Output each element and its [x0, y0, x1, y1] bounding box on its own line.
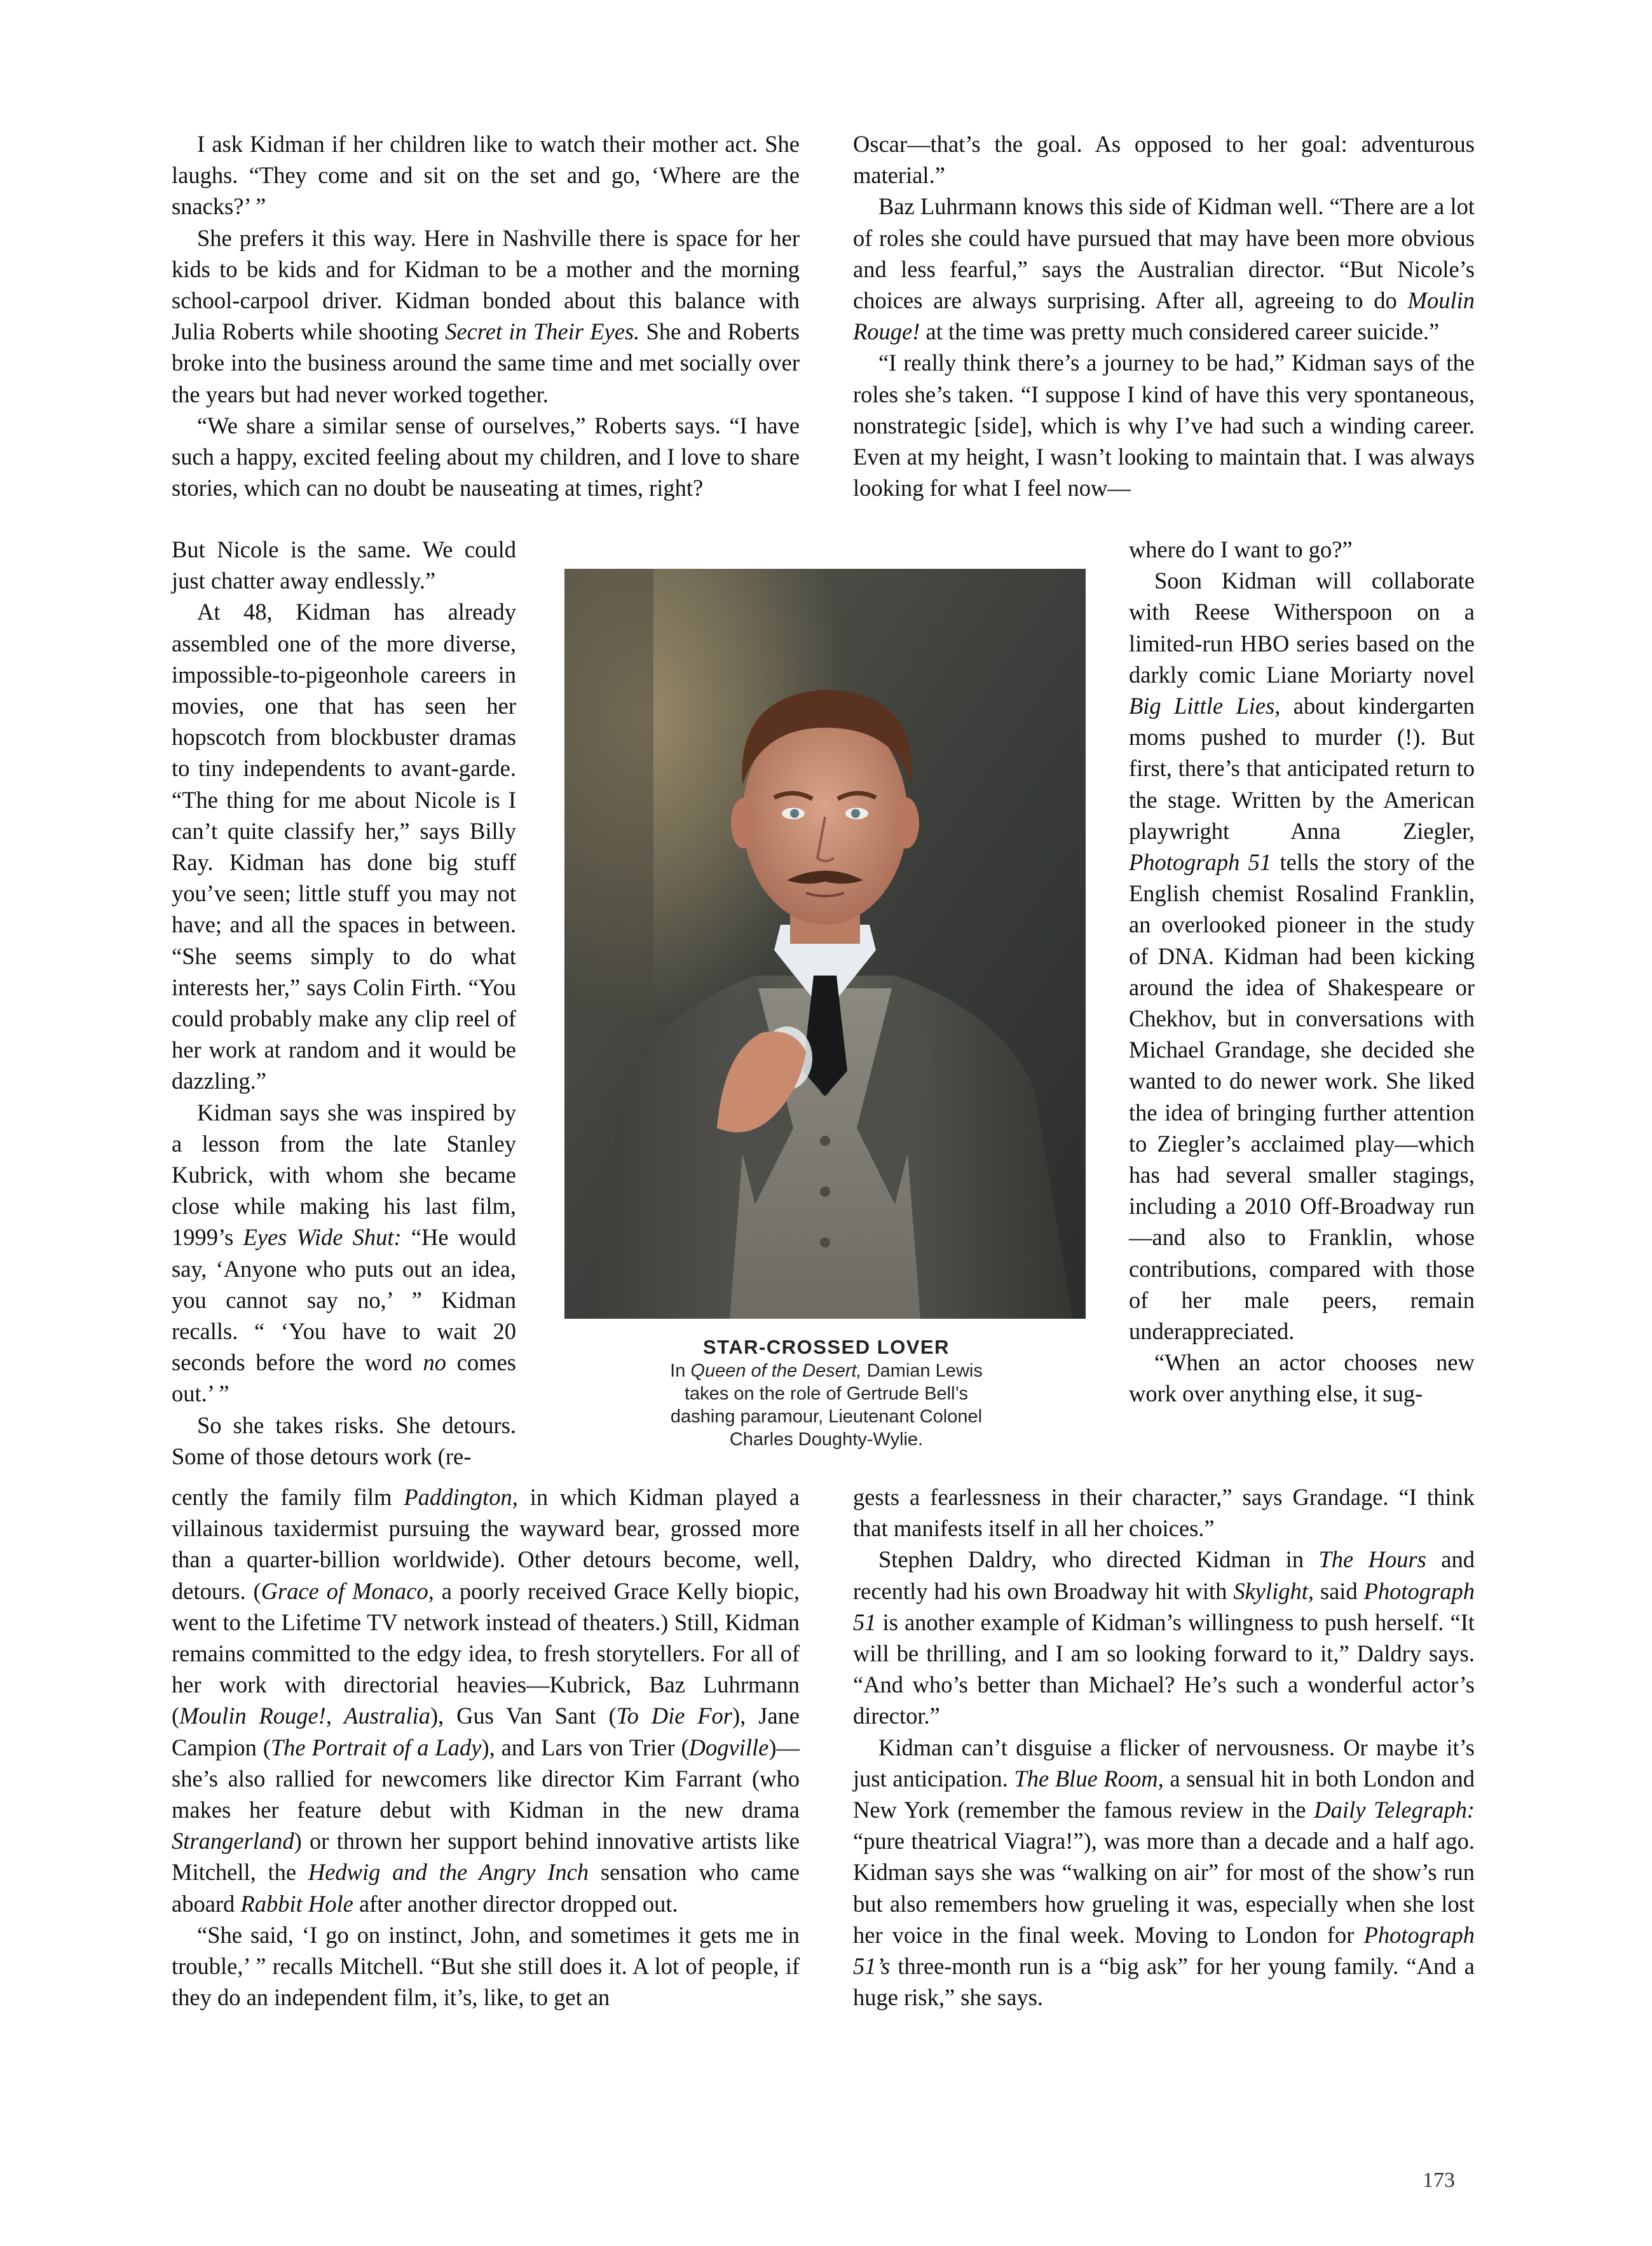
- italic-title: To Die For: [616, 1703, 733, 1729]
- italic-title: The Blue Room,: [1014, 1765, 1164, 1792]
- italic-title: The Portrait of a Lady: [270, 1734, 482, 1760]
- article-paragraph: [172, 1481, 800, 1919]
- text-run: is another example of Kidman’s willingness to push herself. “It will be thrilling, and I am so looking forward to it,” Daldry says. “And who’s better than Michael? He’s such a wonderful actor’s director.”: [853, 1609, 1475, 1729]
- article-paragraph: [172, 410, 800, 504]
- text-run: about kindergarten moms pushed to murder (!). But first, there’s that anticipated return to the stage. Written by the American playwright Anna Ziegler,: [1129, 693, 1475, 844]
- italic-title: The Hours: [1318, 1546, 1426, 1573]
- article-paragraph: [1129, 1347, 1475, 1409]
- text-run: Baz Luhrmann knows this side of Kidman well. “There are a lot of roles she could have pursued that may have been more obvious and less fearful,” says the Australian director. “But Nicole’s choices are always surprising. After all, agreeing to do: [853, 193, 1475, 314]
- text-run: sensation who came aboard: [172, 1859, 800, 1917]
- text-run: At 48, Kidman has already assembled one of the more diverse, impossible-to-pigeonhole careers in movies, one that has seen her hopscotch from blockbuster dramas to tiny independents to avant-garde. “The thing for me about Nicole is I can’t quite classify her,” says Billy Ray. Kidman has done big stuff you’ve seen; little stuff you may not have; and all the spaces in between. “She seems simply to do what interests her,” says Colin Firth. “You could probably make any clip reel of her work at random and it would be dazzling.”: [172, 599, 516, 1094]
- article-paragraph: [1129, 565, 1475, 1347]
- italic-title: Photograph 51: [853, 1577, 1475, 1635]
- caption-line-1-prefix: In: [670, 1361, 691, 1381]
- italic-title: Secret in Their Eyes.: [445, 318, 640, 345]
- caption-headline: STAR-CROSSED LOVER: [702, 1336, 950, 1358]
- article-paragraph: [1129, 534, 1475, 565]
- italic-title: Hedwig and the Angry Inch: [308, 1859, 589, 1886]
- text-run: said: [1314, 1577, 1364, 1604]
- article-paragraph: [853, 347, 1475, 503]
- text-run: She and Roberts broke into the business around the same time and met socially over the years but had never worked together.: [172, 318, 800, 407]
- italic-title: Daily Telegraph:: [1314, 1797, 1475, 1823]
- text-run: “pure theatrical Viagra!”), was more than a decade and a half ago. Kidman says she was “walking on air” for most of the show’s run but also remembers how grueling it was, especially when she lost her voice in the final week. Moving to London for: [853, 1828, 1475, 1948]
- photo-caption: [610, 1335, 1042, 1451]
- text-run: “I really think there’s a journey to be had,” Kidman says of the roles she’s taken. “I suppose I kind of have this very spontaneous, nonstrategic [side], which is why I’ve had such a winding career. Even at my height, I wasn’t looking to maintain that. I was always looking for what I feel now—: [853, 350, 1475, 501]
- column2-wrap-text: [1129, 534, 1475, 1410]
- column1-top-text: [172, 128, 800, 503]
- caption-line-1: [610, 1359, 1042, 1382]
- column2-top-text: [853, 128, 1475, 503]
- text-run: “She said, ‘I go on instinct, John, and sometimes it gets me in trouble,’ ” recalls Mitchell. “But she still does it. A lot of people, if they do an independent film, it’s, like, to get an: [172, 1921, 800, 2011]
- text-run: Kidman says she was inspired by a lesson from the late Stanley Kubrick, with whom she became close while making his last film, 1999’s: [172, 1099, 516, 1251]
- text-run: tells the story of the English chemist Rosalind Franklin, an overlooked pioneer in the study of DNA. Kidman had been kicking around the idea of Shakespeare or Chekhov, but in conversations with Michael Grandage, she decided she wanted to do newer work. She liked the idea of bringing further attention to Ziegler’s acclaimed play—which has had several smaller stagings, including a 2010 Off-Broadway run—and also to Franklin, whose contributions, compared with those of her male peers, remain underappreciated.: [1129, 849, 1475, 1345]
- portrait-illustration: [564, 569, 1086, 1319]
- column2-bottom-text: [853, 1481, 1475, 2013]
- article-paragraph: [853, 128, 1475, 191]
- caption-line-3: dashing paramour, Lieutenant Colonel: [670, 1406, 983, 1427]
- text-run: I ask Kidman if her children like to watch their mother act. She laughs. “They come and sit on the set and go, ‘Where are the snacks?’ ”: [172, 131, 800, 220]
- portrait-photo: [564, 569, 1086, 1319]
- text-run: Oscar—that’s the goal. As opposed to her goal: adventurous material.”: [853, 131, 1475, 189]
- text-run: Soon Kidman will collaborate with Reese Witherspoon on a limited-run HBO series based on the darkly comic Liane Moriarty novel: [1129, 568, 1475, 688]
- article-paragraph: [172, 534, 516, 596]
- italic-title: Moulin Rouge!: [853, 287, 1475, 345]
- italic-title: Grace of Monaco,: [261, 1577, 434, 1604]
- article-paragraph: [172, 1410, 516, 1472]
- text-run: and recently had his own Broadway hit with: [853, 1546, 1475, 1604]
- text-run: gests a fearlessness in their character,” says Grandage. “I think that manifests itself in all her choices.”: [853, 1484, 1475, 1542]
- text-run: “He would say, ‘Anyone who puts out an idea, you cannot say no,’ ” Kidman recalls. “ ‘You have to wait 20 seconds before the word: [172, 1224, 516, 1376]
- text-run: ) or thrown her support behind innovative artists like Mitchell, the: [172, 1828, 800, 1886]
- text-run: ), and Lars von Trier (: [481, 1734, 689, 1760]
- text-run: in which Kidman played a villainous taxidermist pursuing the wayward bear, grossed more than a quarter-billion worldwide). Other detours become, well, detours. (: [172, 1484, 800, 1604]
- text-run: at the time was pretty much considered career suicide.”: [920, 318, 1440, 345]
- caption-line-4: Charles Doughty-Wylie.: [729, 1429, 924, 1450]
- italic-title: Big Little Lies,: [1129, 693, 1281, 719]
- italic-title: no: [423, 1349, 446, 1376]
- text-run: “We share a similar sense of ourselves,” Roberts says. “I have such a happy, excited feeling about my children, and I love to share stories, which can no doubt be nauseating at times, right?: [172, 412, 800, 501]
- text-run: comes out.’ ”: [172, 1349, 516, 1407]
- text-run: So she takes risks. She detours. Some of those detours work (re-: [172, 1412, 516, 1469]
- caption-line-2: takes on the role of Gertrude Bell’s: [685, 1384, 968, 1404]
- article-paragraph: [172, 1097, 516, 1410]
- text-run: Stephen Daldry, who directed Kidman in: [878, 1546, 1319, 1573]
- page-number: 173: [1423, 2168, 1455, 2192]
- italic-title: Paddington,: [404, 1484, 518, 1510]
- article-paragraph: [853, 1481, 1475, 1544]
- article-paragraph: [853, 191, 1475, 347]
- text-run: She prefers it this way. Here in Nashville there is space for her kids to be kids and for Kidman to be a mother and the morning school-carpool driver. Kidman bonded about this balance with Julia Roberts while shooting: [172, 224, 800, 345]
- article-paragraph: [172, 1919, 800, 2013]
- text-run: Kidman can’t disguise a flicker of nervousness. Or maybe it’s just anticipation.: [853, 1734, 1475, 1792]
- article-paragraph: [853, 1544, 1475, 1731]
- italic-title: Photograph 51: [1129, 849, 1272, 876]
- column1-bottom-text: [172, 1481, 800, 2013]
- italic-title: Skylight,: [1233, 1577, 1314, 1604]
- caption-line-1-rest: Damian Lewis: [861, 1361, 983, 1381]
- article-paragraph: [172, 128, 800, 222]
- text-run: ), Jane Campion (: [172, 1703, 800, 1760]
- italic-title: Photograph 51’s: [853, 1921, 1475, 1980]
- caption-film-title: Queen of the Desert,: [690, 1361, 862, 1381]
- italic-title: Eyes Wide Shut:: [243, 1224, 402, 1251]
- text-run: a sensual hit in both London and New York (remember the famous review in the: [853, 1765, 1475, 1823]
- text-run: after another director dropped out.: [353, 1890, 678, 1917]
- text-run: three-month run is a “big ask” for her young family. “And a huge risk,” she says.: [853, 1953, 1475, 2011]
- article-paragraph: [172, 222, 800, 410]
- article-paragraph: [172, 596, 516, 1096]
- text-run: “When an actor chooses new work over anything else, it sug-: [1129, 1349, 1475, 1407]
- italic-title: Strangerland: [172, 1828, 294, 1855]
- italic-title: Dogville: [688, 1734, 769, 1760]
- italic-title: Rabbit Hole: [240, 1890, 353, 1917]
- text-run: But Nicole is the same. We could just chatter away endlessly.”: [172, 536, 516, 594]
- text-run: ), Gus Van Sant (: [430, 1703, 617, 1729]
- text-run: )—she’s also rallied for newcomers like director Kim Farrant (who makes her feature debut with Kidman in the new drama: [172, 1734, 800, 1823]
- text-run: a poorly received Grace Kelly biopic, went to the Lifetime TV network instead of theaters.) Still, Kidman remains committed to the edgy idea, to fresh storytellers. For all of her work with directorial heavies—Kubrick, Baz Luhrmann (: [172, 1577, 800, 1729]
- italic-title: Moulin Rouge!, Australia: [179, 1703, 431, 1729]
- text-run: where do I want to go?”: [1129, 536, 1353, 562]
- article-paragraph: [853, 1732, 1475, 2013]
- column1-wrap-text: [172, 534, 516, 1472]
- text-run: cently the family film: [172, 1484, 404, 1510]
